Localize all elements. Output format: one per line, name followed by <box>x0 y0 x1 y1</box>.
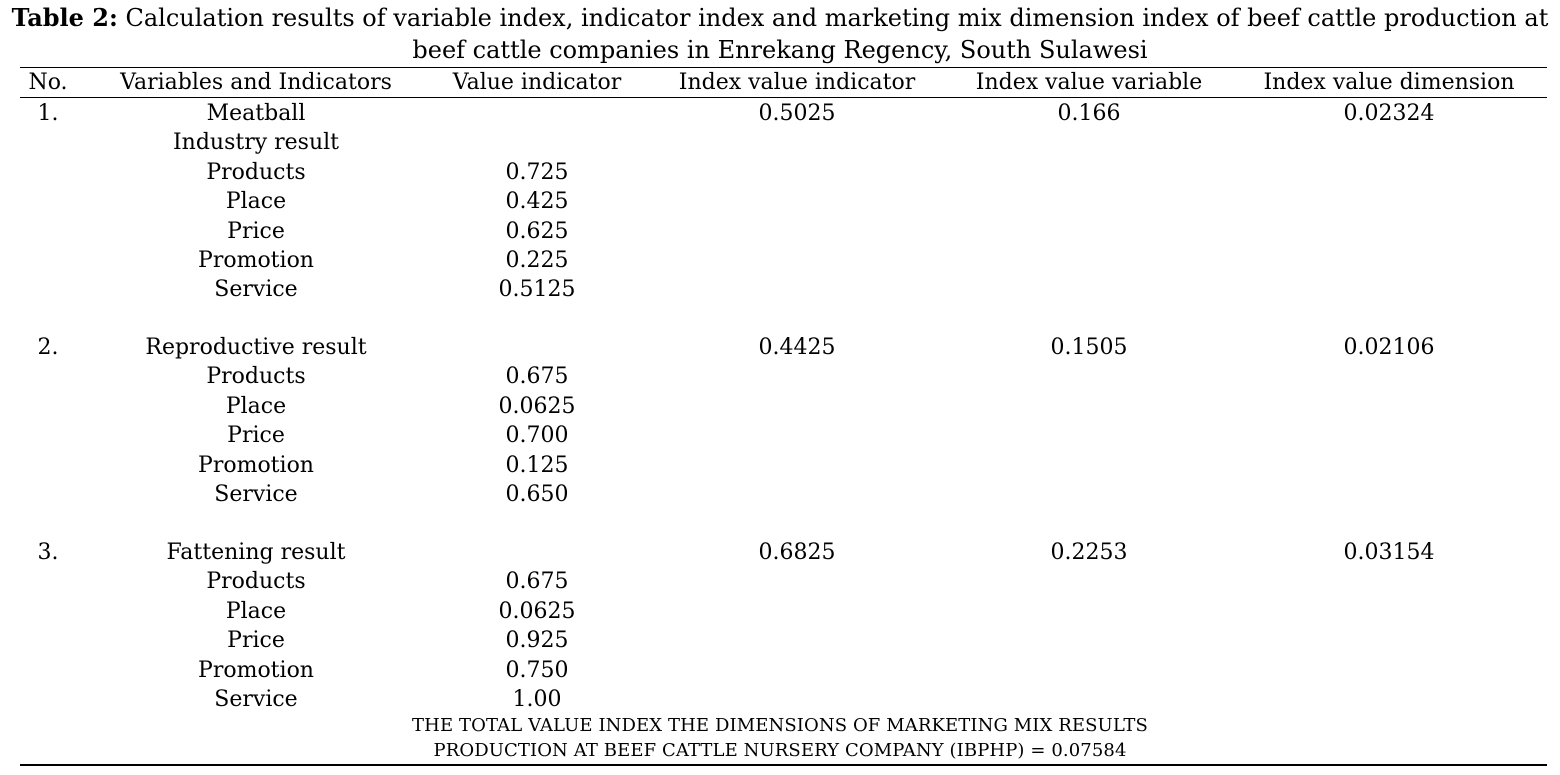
indicator-label: Promotion <box>198 657 314 683</box>
index-value-dimension: 0.03154 <box>1343 540 1435 565</box>
row-number: 2. <box>37 335 59 360</box>
indicator-value: 0.625 <box>505 218 569 244</box>
indicator-label: Products <box>206 159 306 185</box>
header-bottom-rule <box>20 97 1547 98</box>
column-header: Index value variable <box>975 70 1203 95</box>
index-value-variable: 0.2253 <box>1050 540 1128 565</box>
column-header: Value indicator <box>452 70 622 95</box>
index-value-indicator: 0.5025 <box>758 101 836 126</box>
indicator-label: Service <box>214 687 298 712</box>
index-value-indicator: 0.4425 <box>758 335 836 360</box>
indicator-value: 0.675 <box>505 364 569 390</box>
indicator-label: Price <box>227 423 285 449</box>
caption-line-2: beef cattle companies in Enrekang Regency, South Sulawesi <box>412 36 1148 64</box>
table-bottom-rule <box>20 764 1547 766</box>
row-number: 3. <box>37 540 59 565</box>
indicator-value: 0.700 <box>505 423 569 449</box>
index-value-dimension: 0.02106 <box>1343 335 1435 360</box>
row-number: 1. <box>37 101 59 126</box>
index-value-variable: 0.166 <box>1057 101 1121 126</box>
indicator-label: Place <box>225 598 287 624</box>
indicator-value: 0.225 <box>505 248 569 273</box>
column-header: Variables and Indicators <box>120 70 392 95</box>
indicator-label: Price <box>227 218 285 244</box>
table-footer-line-1: THE TOTAL VALUE INDEX THE DIMENSIONS OF MARKETING MIX RESULTS <box>412 715 1148 736</box>
indicator-label: Price <box>227 628 285 654</box>
caption-line-1 <box>0 2 1560 34</box>
caption-label: Table 2: <box>11 3 118 32</box>
index-value-dimension: 0.02324 <box>1343 101 1435 126</box>
indicator-value: 0.725 <box>505 159 569 185</box>
indicator-value: 0.750 <box>505 657 569 683</box>
variable-name: Fattening result <box>166 540 346 565</box>
variable-name: Meatball <box>206 101 306 126</box>
indicator-label: Service <box>214 482 298 507</box>
variable-name: Reproductive result <box>145 335 367 360</box>
indicator-value: 0.125 <box>505 452 569 478</box>
indicator-label: Promotion <box>198 452 314 478</box>
table-caption <box>0 2 1560 66</box>
column-header: No. <box>28 70 68 95</box>
table-top-rule <box>20 67 1547 68</box>
indicator-value: 0.425 <box>505 189 569 215</box>
indicator-label: Place <box>225 393 287 419</box>
index-value-indicator: 0.6825 <box>758 540 836 565</box>
indicator-value: 0.0625 <box>498 598 576 624</box>
table-footer-line-2: PRODUCTION AT BEEF CATTLE NURSERY COMPANY (IBPHP) = 0.07584 <box>433 740 1127 761</box>
variable-name: Industry result <box>172 130 340 156</box>
indicator-value: 0.650 <box>505 482 569 507</box>
indicator-value: 0.0625 <box>498 393 576 419</box>
indicator-value: 1.00 <box>512 687 562 712</box>
indicator-label: Service <box>214 277 298 303</box>
caption-text-1: Calculation results of variable index, indicator index and marketing mix dimension index of beef cattle production at <box>125 4 1549 32</box>
indicator-value: 0.675 <box>505 569 569 595</box>
indicator-value: 0.925 <box>505 628 569 654</box>
indicator-label: Products <box>206 364 306 390</box>
indicator-label: Products <box>206 569 306 595</box>
column-header: Index value indicator <box>678 70 916 95</box>
indicator-value: 0.5125 <box>498 277 576 303</box>
column-header: Index value dimension <box>1263 70 1515 95</box>
indicator-label: Promotion <box>198 248 314 273</box>
indicator-label: Place <box>225 189 287 215</box>
index-value-variable: 0.1505 <box>1050 335 1128 360</box>
